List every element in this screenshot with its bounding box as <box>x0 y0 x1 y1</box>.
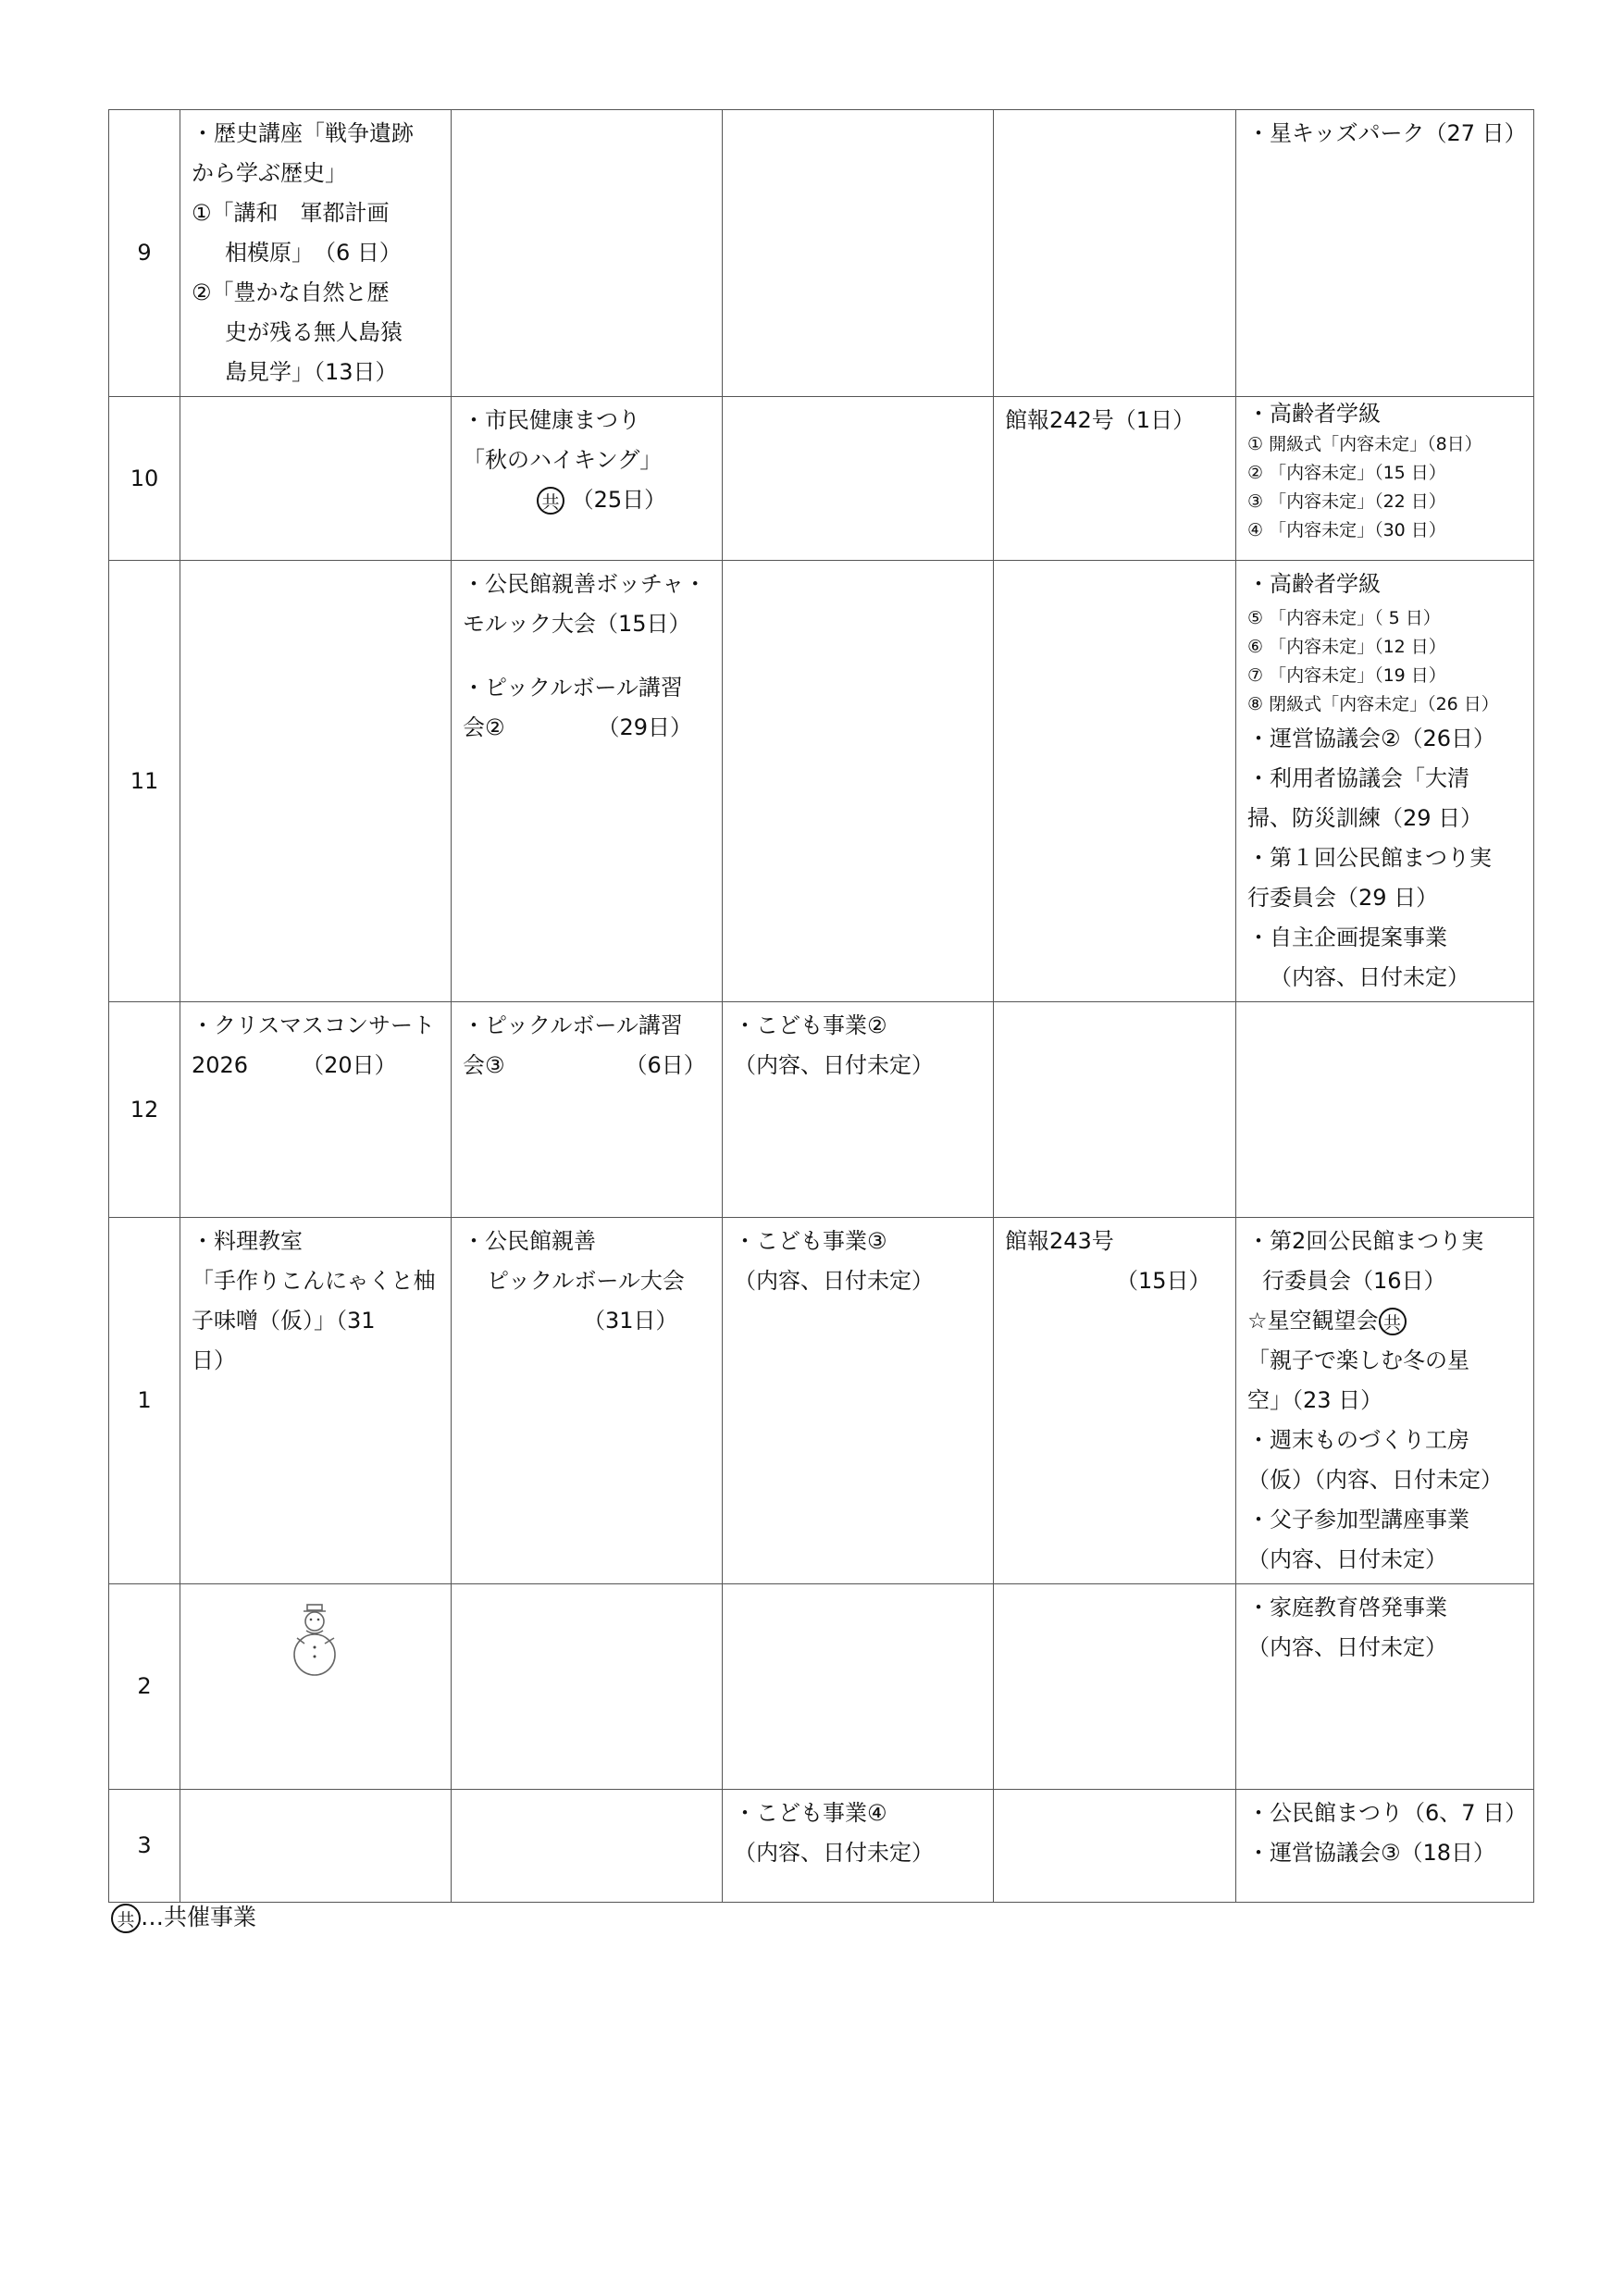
event-line: ・こども事業③ <box>734 1228 887 1254</box>
event-line: ・料理教室 <box>192 1228 303 1254</box>
table-row <box>109 397 1534 561</box>
event-line: （15日） <box>1116 1268 1211 1294</box>
event-cell <box>723 397 994 561</box>
event-line: 空」（23 日） <box>1247 1387 1383 1413</box>
event-cell <box>994 397 1236 561</box>
event-line: （内容、日付未定） <box>1247 1634 1447 1660</box>
event-cell <box>452 1218 723 1584</box>
event-line: ⑦ 「内容未定」（19 日） <box>1247 665 1446 686</box>
event-line: 史が残る無人島猿 <box>225 319 403 345</box>
event-line: ・ピックルボール講習 <box>463 1012 683 1038</box>
event-line: ④ 「内容未定」（30 日） <box>1247 520 1446 540</box>
event-line: ・自主企画提案事業 <box>1247 925 1447 950</box>
event-line: 館報242号（1日） <box>1005 407 1196 433</box>
event-line: ・高齢者学級 <box>1247 401 1381 427</box>
event-line: （仮）（内容、日付未定） <box>1247 1467 1503 1493</box>
event-line: ・父子参加型講座事業 <box>1247 1507 1469 1533</box>
event-cell <box>180 110 452 397</box>
event-line: 行委員会（29 日） <box>1247 885 1439 911</box>
month-cell: 9 <box>109 110 180 397</box>
event-line: 2026 （20日） <box>192 1052 397 1078</box>
event-line: ・公民館まつり（6、7 日） <box>1247 1800 1528 1826</box>
table-row <box>109 1218 1534 1584</box>
event-line: ・歴史講座「戦争遺跡 <box>192 120 414 146</box>
event-line: ・第１回公民館まつり実 <box>1247 845 1492 871</box>
event-line: （内容、日付未定） <box>734 1052 934 1078</box>
event-cell <box>180 1790 452 1903</box>
event-line: 子味噌（仮）」（31 <box>192 1308 376 1334</box>
event-cell <box>1236 1002 1534 1218</box>
table-row <box>109 110 1534 397</box>
event-line: 「親子で楽しむ冬の星 <box>1247 1347 1469 1373</box>
event-line: 島見学」（13日） <box>225 359 398 385</box>
table-row <box>109 1002 1534 1218</box>
event-line: から学ぶ歴史」 <box>192 160 347 186</box>
event-line: ・ピックルボール講習 <box>463 675 683 701</box>
event-cell <box>452 1790 723 1903</box>
snowman-icon <box>293 1603 338 1681</box>
month-cell: 10 <box>109 397 180 561</box>
month-cell: 1 <box>109 1218 180 1584</box>
event-line: ⑥ 「内容未定」（12 日） <box>1247 637 1446 657</box>
event-line: ・家庭教育啓発事業 <box>1247 1595 1447 1620</box>
event-cell <box>994 1584 1236 1790</box>
event-line: ②「豊かな自然と歴 <box>192 279 390 305</box>
event-line: ・クリスマスコンサート <box>192 1012 436 1038</box>
event-line: 日） <box>192 1347 236 1373</box>
event-line: （内容、日付未定） <box>1247 1546 1447 1572</box>
event-line: 館報243号 <box>1005 1228 1114 1254</box>
event-cell <box>723 1218 994 1584</box>
event-line: （内容、日付未定） <box>734 1268 934 1294</box>
event-cell <box>452 1584 723 1790</box>
event-cell <box>180 1584 452 1790</box>
event-line: ・こども事業④ <box>734 1800 887 1826</box>
event-cell <box>452 110 723 397</box>
event-line: ・高齢者学級 <box>1247 571 1381 597</box>
event-line: ・公民館親善 <box>463 1228 596 1254</box>
event-line: ② 「内容未定」（15 日） <box>1247 463 1446 483</box>
month-cell: 2 <box>109 1584 180 1790</box>
event-line: ・こども事業② <box>734 1012 887 1038</box>
event-cell <box>452 397 723 561</box>
event-cell <box>452 1002 723 1218</box>
event-cell <box>723 1790 994 1903</box>
event-line: ・運営協議会②（26日） <box>1247 726 1496 751</box>
event-cell <box>994 1002 1236 1218</box>
event-cell <box>180 397 452 561</box>
event-cell <box>180 561 452 1002</box>
event-cell <box>180 1218 452 1584</box>
event-line: （内容、日付未定） <box>734 1840 934 1866</box>
event-line: ③ 「内容未定」（22 日） <box>1247 491 1446 512</box>
event-line: ・週末ものづくり工房 <box>1247 1427 1469 1453</box>
event-line: 「秋のハイキング」 <box>463 447 663 473</box>
kyosai-mark-icon: 共 <box>537 487 564 515</box>
event-line: 会② （29日） <box>463 714 693 740</box>
event-line-kyosai: 共 （25日） <box>463 480 713 520</box>
event-line: 「手作りこんにゃくと柚 <box>192 1268 436 1294</box>
event-line: モルック大会（15日） <box>463 611 691 637</box>
event-line: ⑧ 閉級式「内容未定」（26 日） <box>1247 694 1499 714</box>
event-cell <box>1236 397 1534 561</box>
event-line: ⑤ 「内容未定」（ 5 日） <box>1247 608 1441 628</box>
event-cell <box>723 1584 994 1790</box>
event-cell <box>994 1790 1236 1903</box>
event-cell <box>1236 1218 1534 1584</box>
event-cell <box>1236 1584 1534 1790</box>
event-line: ・市民健康まつり <box>463 407 640 433</box>
event-line: ・運営協議会③（18日） <box>1247 1840 1496 1866</box>
event-cell <box>1236 1790 1534 1903</box>
event-cell <box>723 110 994 397</box>
event-cell <box>452 561 723 1002</box>
footnote <box>111 1899 256 1936</box>
event-cell <box>180 1002 452 1218</box>
month-cell: 12 <box>109 1002 180 1218</box>
event-line: （31日） <box>583 1308 678 1334</box>
event-line: 掃、防災訓練（29 日） <box>1247 805 1483 831</box>
event-line-kyosai: ☆星空観望会 共 <box>1247 1301 1524 1341</box>
event-line: ①「講和 軍都計画 <box>192 200 390 226</box>
table-row <box>109 1584 1534 1790</box>
event-cell <box>1236 110 1534 397</box>
event-line: ・星キッズパーク（27 日） <box>1247 120 1527 146</box>
event-cell <box>723 561 994 1002</box>
table-row <box>109 1790 1534 1903</box>
kyosai-mark-icon: 共 <box>111 1904 141 1933</box>
table-row <box>109 561 1534 1002</box>
event-line: ・利用者協議会「大清 <box>1247 765 1469 791</box>
event-line: 相模原」 （6 日） <box>225 240 402 266</box>
event-line: ① 開級式「内容未定」（8日） <box>1247 434 1482 454</box>
event-line: ・公民館親善ボッチャ・ <box>463 571 707 597</box>
kyosai-mark-icon: 共 <box>1379 1308 1407 1335</box>
month-cell: 3 <box>109 1790 180 1903</box>
event-cell <box>994 110 1236 397</box>
event-cell <box>1236 561 1534 1002</box>
event-line: ピックルボール大会 <box>487 1268 685 1294</box>
event-line: （内容、日付未定） <box>1270 964 1469 990</box>
event-cell <box>994 1218 1236 1584</box>
month-cell: 11 <box>109 561 180 1002</box>
event-cell <box>723 1002 994 1218</box>
footnote-text: …共催事業 <box>141 1904 257 1930</box>
event-cell <box>994 561 1236 1002</box>
event-line: 会③ （6日） <box>463 1052 706 1078</box>
schedule-table <box>108 109 1534 1903</box>
event-line: ・第2回公民館まつり実 <box>1247 1228 1484 1254</box>
event-line: 行委員会（16日） <box>1262 1268 1446 1294</box>
